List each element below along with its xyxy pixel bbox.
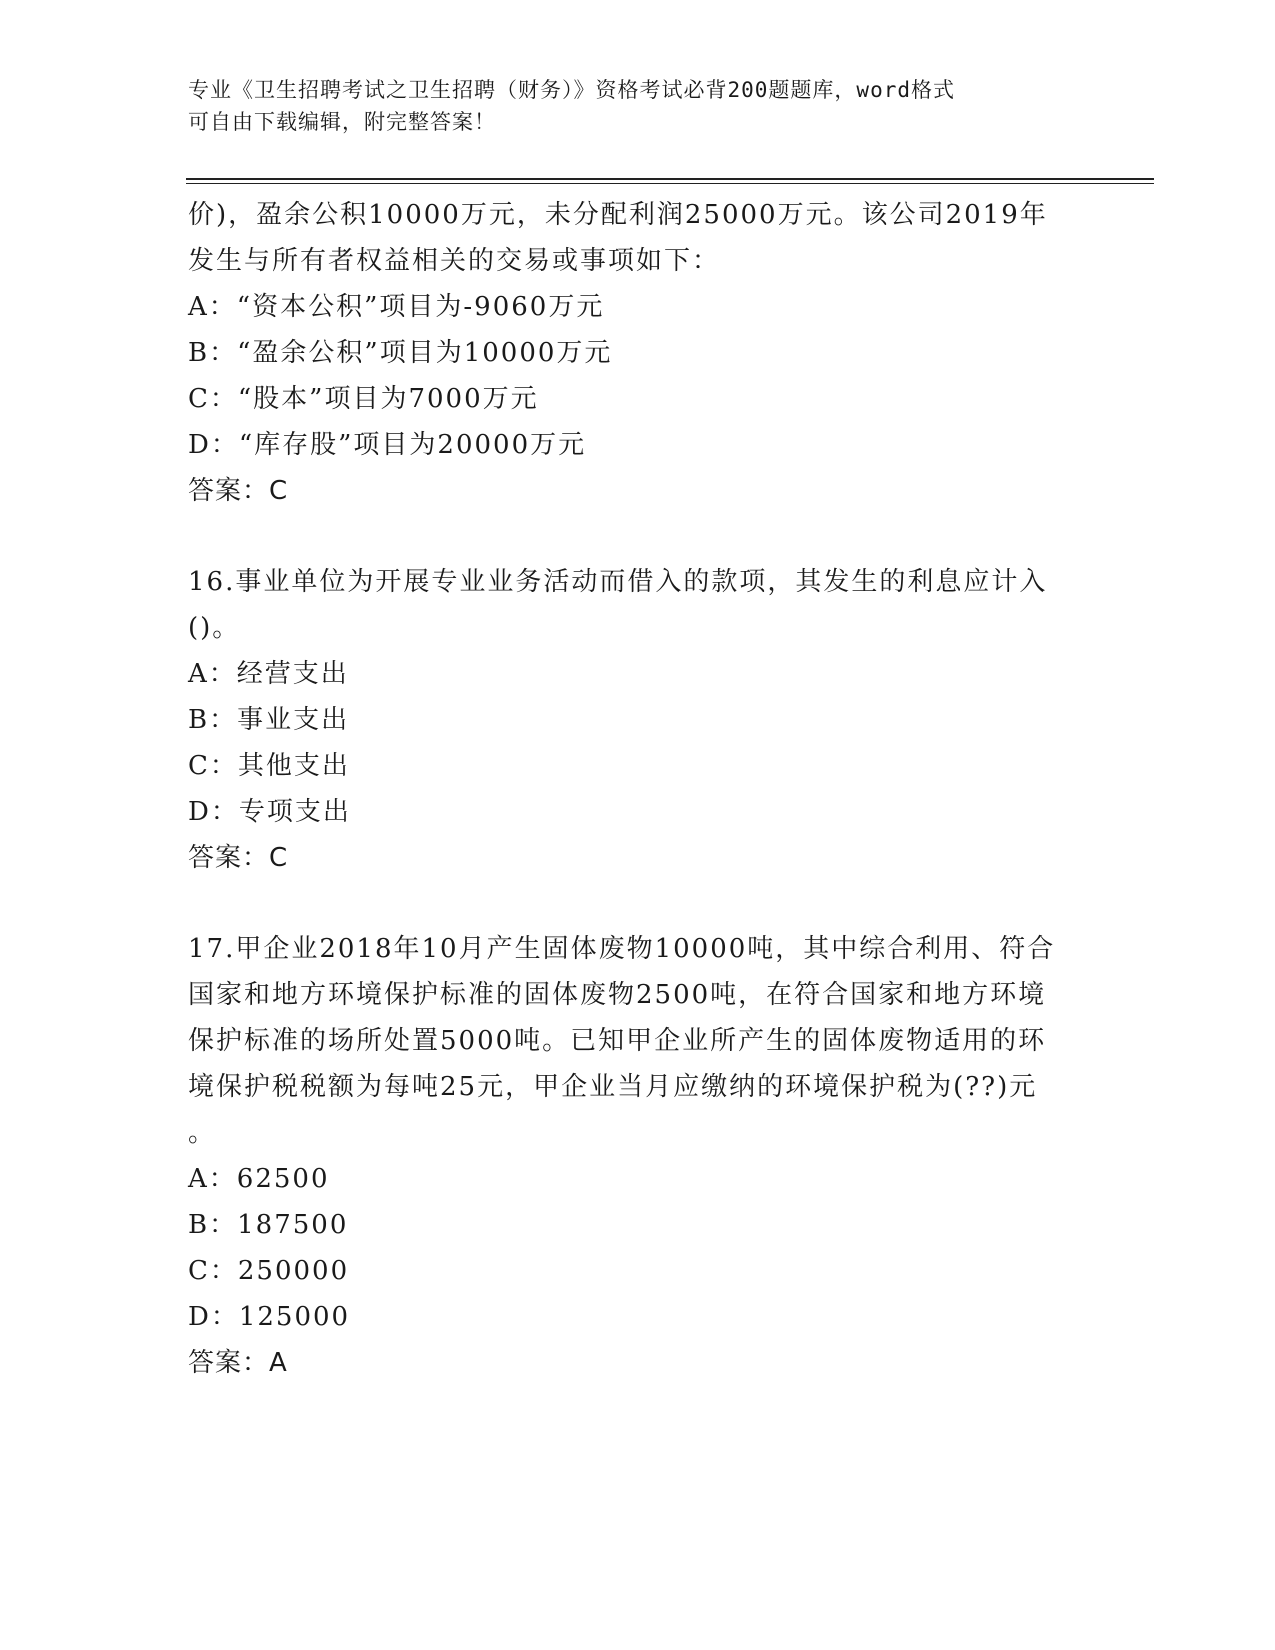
answer-label: 答案：C — [188, 476, 289, 506]
answer-label: 答案：C — [188, 843, 289, 873]
option-c: C：“股本”项目为7000万元 — [188, 384, 539, 414]
question-text-line: 17.甲企业2018年10月产生固体废物10000吨，其中综合利用、符合 — [188, 934, 1056, 964]
question-16 — [188, 559, 1088, 881]
question-text-line: 。 — [188, 1118, 217, 1148]
question-text-line: 发生与所有者权益相关的交易或事项如下： — [188, 246, 721, 276]
option-b: B：187500 — [188, 1210, 349, 1240]
question-continuation — [188, 192, 1088, 514]
header-line-1: 专业《卫生招聘考试之卫生招聘（财务）》资格考试必背200题题库，word格式 — [188, 78, 955, 102]
question-text-line: 保护标准的场所处置5000吨。已知甲企业所产生的固体废物适用的环 — [188, 1026, 1047, 1056]
option-d: D：“库存股”项目为20000万元 — [188, 430, 587, 460]
option-c: C：其他支出 — [188, 751, 350, 781]
option-d: D：专项支出 — [188, 797, 351, 827]
option-a: A：“资本公积”项目为-9060万元 — [188, 292, 605, 322]
question-text-line: 价)，盈余公积10000万元，未分配利润25000万元。该公司2019年 — [188, 200, 1048, 230]
option-b: B：事业支出 — [188, 705, 350, 735]
question-text-line: 国家和地方环境保护标准的固体废物2500吨，在符合国家和地方环境 — [188, 980, 1047, 1010]
question-17 — [188, 926, 1088, 1386]
option-d: D：125000 — [188, 1302, 351, 1332]
header-divider — [186, 178, 1154, 184]
option-a: A：62500 — [188, 1164, 330, 1194]
question-text-line: 16.事业单位为开展专业业务活动而借入的款项，其发生的利息应计入 — [188, 567, 1048, 597]
header-line-2: 可自由下载编辑，附完整答案！ — [188, 110, 496, 134]
answer-label: 答案：A — [188, 1348, 288, 1378]
spacer — [188, 881, 1088, 926]
option-a: A：经营支出 — [188, 659, 349, 689]
spacer — [188, 514, 1088, 559]
document-header — [188, 74, 1088, 138]
question-text-line: ()。 — [188, 613, 241, 643]
question-text-line: 境保护税税额为每吨25元，甲企业当月应缴纳的环境保护税为(??)元 — [188, 1072, 1038, 1102]
option-c: C：250000 — [188, 1256, 350, 1286]
option-b: B：“盈余公积”项目为10000万元 — [188, 338, 613, 368]
document-body — [188, 192, 1088, 1386]
